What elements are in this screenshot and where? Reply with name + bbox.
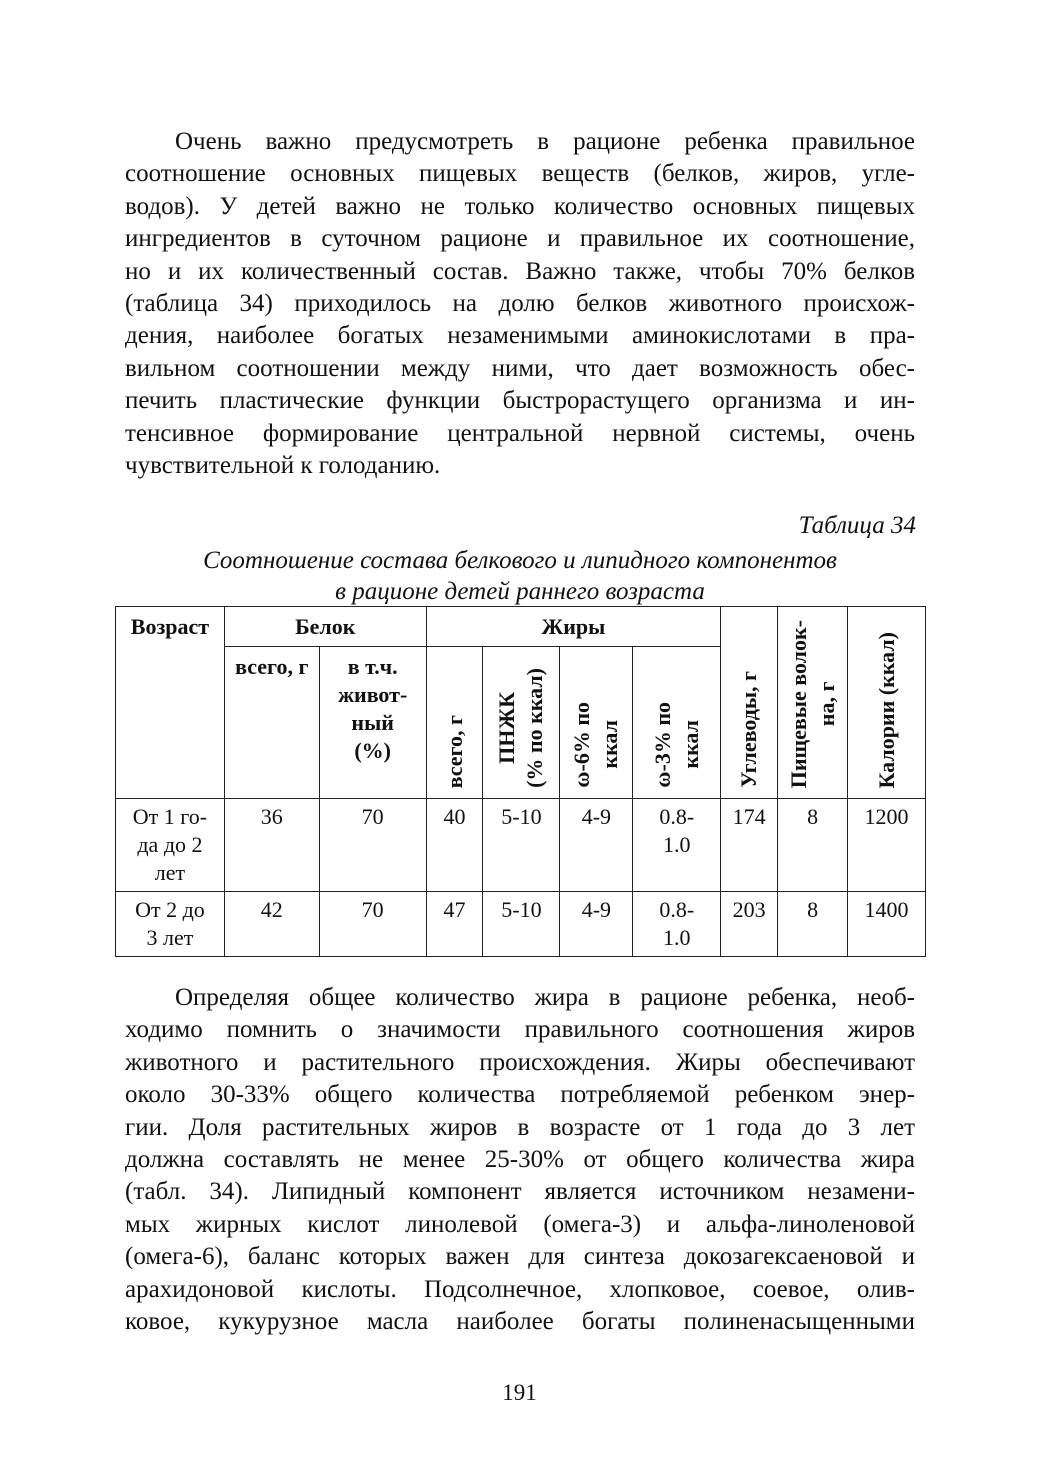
header-omega3: [633, 647, 721, 799]
text-line: ковое, кукурузное масла наиболее богаты полиненасыщенными: [125, 1308, 915, 1336]
text-line: тенсивное формирование центральной нервной системы, очень: [125, 419, 915, 447]
table-title: [125, 545, 915, 607]
text-line: (омега-6), баланс которых важен для синтеза докозагексаеновой и: [125, 1243, 915, 1271]
cell-fiber: 8: [778, 892, 848, 957]
header-calories-label: Калории (ккал): [873, 631, 899, 788]
text-line: вильном соотношении между ними, что дает возможность обес-: [125, 354, 915, 382]
text-line: арахидоновой кислоты. Подсолнечное, хлопковое, соевое, олив-: [125, 1275, 915, 1303]
header-carbs: [721, 607, 778, 799]
paragraph-intro: [125, 126, 915, 482]
header-calories: [848, 607, 926, 799]
header-carbs-label: Углеводы, г: [736, 671, 762, 788]
header-age: Возраст: [116, 607, 225, 799]
cell-protein-animal: 70: [319, 799, 426, 892]
cell-calories: 1400: [848, 892, 926, 957]
header-fiber: [778, 607, 848, 799]
cell-age: От 1 го- да до 2 лет: [116, 799, 225, 892]
cell-carbs: 203: [721, 892, 778, 957]
cell-protein-total: 42: [224, 892, 319, 957]
text-line: (таблица 34) приходилось на долю белков животного происхож-: [125, 290, 915, 318]
text-line: чувствительной к голоданию.: [125, 452, 441, 480]
table-row: [116, 799, 926, 892]
header-protein: Белок: [224, 607, 426, 647]
cell-omega3: 0.8- 1.0: [633, 892, 721, 957]
table-header-row: [116, 607, 926, 647]
text-line: Очень важно предусмотреть в рационе ребенка правильное: [175, 128, 915, 155]
text-line: гии. Доля растительных жиров в возрасте от 1 года до 3 лет: [125, 1113, 915, 1141]
text-line: животного и растительного происхождения. Жиры обеспечивают: [125, 1048, 915, 1076]
table-title-line: в рационе детей раннего возраста: [335, 578, 705, 605]
header-omega6: [560, 647, 633, 799]
cell-pufa: 5-10: [483, 799, 560, 892]
header-fats: Жиры: [426, 607, 721, 647]
cell-omega6: 4-9: [560, 799, 633, 892]
text-line: соотношение основных пищевых веществ (белков, жиров, угле-: [125, 160, 915, 188]
table-row: [116, 892, 926, 957]
text-line: Определяя общее количество жира в рационе ребенка, необ-: [175, 984, 915, 1011]
text-line: печить пластические функции быстрорастущего организма и ин-: [125, 387, 915, 415]
text-line: ходимо помнить о значимости правильного соотношения жиров: [125, 1016, 915, 1044]
cell-fiber: 8: [778, 799, 848, 892]
text-line: должна составлять не менее 25-30% от общего количества жира: [125, 1146, 915, 1174]
header-protein-animal: в т.ч. живот- ный (%): [319, 647, 426, 799]
table-number: Таблица 34: [798, 512, 916, 539]
text-line: но и их количественный состав. Важно также, чтобы 70% белков: [125, 257, 915, 285]
header-pufa: [483, 647, 560, 799]
text-line: (табл. 34). Липидный компонент является источником незамени-: [125, 1178, 915, 1206]
header-pufa-label: ПНЖК (% по ккал): [494, 668, 548, 788]
cell-protein-animal: 70: [319, 892, 426, 957]
text-line: дения, наиболее богатых незаменимыми аминокислотами в пра-: [125, 322, 915, 350]
header-protein-total: всего, г: [224, 647, 319, 799]
text-line: мых жирных кислот линолевой (омега-3) и альфа-линоленовой: [125, 1210, 915, 1238]
header-omega6-label: ω-6% по ккал: [569, 702, 623, 788]
cell-omega3: 0.8- 1.0: [633, 799, 721, 892]
header-fat-total: [426, 647, 483, 799]
cell-carbs: 174: [721, 799, 778, 892]
cell-protein-total: 36: [224, 799, 319, 892]
table-title-line: Соотношение состава белкового и липидного компонентов: [203, 547, 837, 574]
header-fat-total-label: всего, г: [441, 714, 467, 788]
cell-omega6: 4-9: [560, 892, 633, 957]
text-line: водов). У детей важно не только количество основных пищевых: [125, 192, 915, 220]
cell-calories: 1200: [848, 799, 926, 892]
cell-fat-total: 47: [426, 892, 483, 957]
page-number: 191: [502, 1380, 537, 1405]
paragraph-fats: [125, 982, 915, 1338]
cell-fat-total: 40: [426, 799, 483, 892]
header-omega3-label: ω-3% по ккал: [649, 702, 703, 788]
text-line: ингредиентов в суточном рационе и правильное их соотношение,: [125, 225, 915, 253]
nutrition-table: [115, 606, 926, 957]
header-fiber-label: Пищевые волок- на, г: [785, 619, 839, 788]
cell-pufa: 5-10: [483, 892, 560, 957]
text-line: около 30-33% общего количества потребляемой ребенком энер-: [125, 1081, 915, 1109]
cell-age: От 2 до 3 лет: [116, 892, 225, 957]
